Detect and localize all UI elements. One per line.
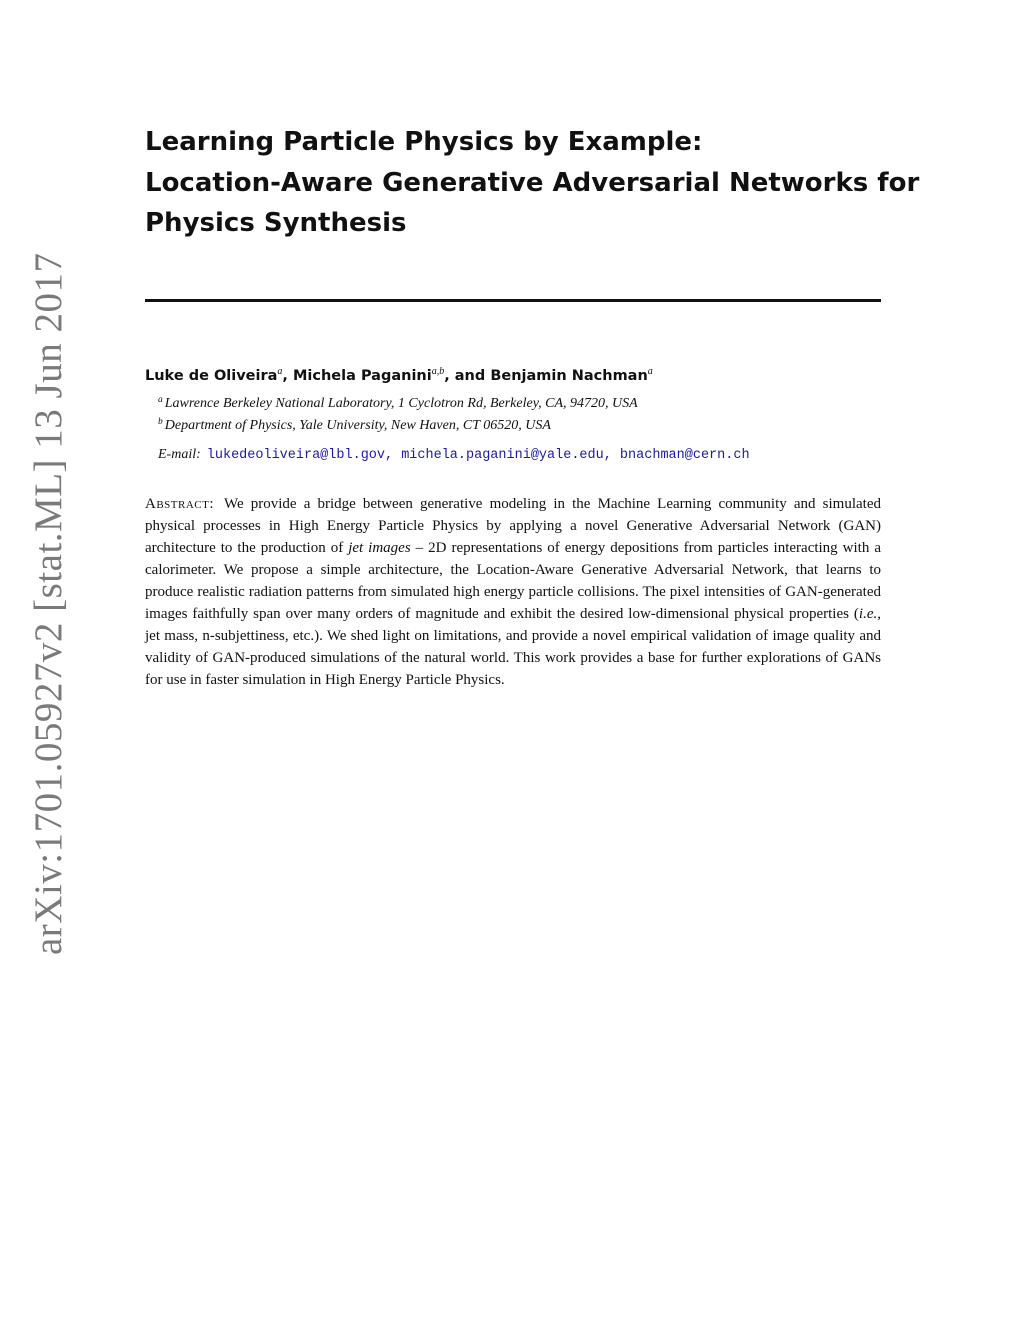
abstract	[145, 493, 881, 691]
affiliation-text: Department of Physics, Yale University, New Haven, CT 06520, USA	[164, 418, 551, 433]
title-line: Learning Particle Physics by Example:	[145, 127, 703, 157]
abstract-text: We provide a bridge between generative modeling in the Machine Learning community and simulated physical processes in High Energy Particle Physics by applying a novel Generative Adversarial Network (GAN) architecture to the production of	[145, 496, 881, 556]
paper-title	[145, 122, 920, 244]
title-line: Location-Aware Generative Adversarial Networks for	[145, 167, 920, 198]
email-addresses[interactable]: lukedeoliveira@lbl.gov, michela.paganini@yale.edu, bnachman@cern.ch	[206, 448, 750, 463]
email-line	[158, 447, 750, 463]
arxiv-identifier-stamp: arXiv:1701.05927v2 [stat.ML] 13 Jun 2017	[27, 252, 70, 955]
abstract-italic: i.e.	[858, 606, 878, 622]
abstract-label: Abstract:	[145, 496, 215, 512]
author-name: Michela Paganini	[292, 368, 432, 384]
affiliation-mark: b	[158, 417, 163, 427]
author-name: Luke de Oliveira	[145, 368, 278, 384]
abstract-text: , jet mass, n-subjettiness, etc.). We shed light on limitations, and provide a novel empirical validation of image quality and validity of GAN-produced simulations of the natural world. This work provides a base for further explorations of GANs for use in faster simulation in High Energy Particle Physics.	[145, 606, 881, 688]
author-affil-mark: a,b	[431, 366, 445, 377]
email-label: E-mail:	[158, 447, 201, 462]
author-name: Benjamin Nachman	[490, 368, 648, 384]
affiliation-mark: a	[158, 395, 163, 405]
affiliation-b	[158, 417, 551, 434]
abstract-italic: jet images	[348, 540, 411, 556]
affiliation-a	[158, 395, 638, 412]
title-line: Physics Synthesis	[145, 208, 407, 238]
author-affil-mark: a	[277, 366, 283, 377]
author-separator: ,	[282, 368, 293, 384]
abstract-text: – 2D representations of energy depositions from particles interacting with a calorimeter. We propose a simple architecture, the Location-Aware Generative Adversarial Network, that learns to produce realistic radiation patterns from simulated high energy particle collisions. The pixel intensities of GAN-generated images faithfully span over many orders of magnitude and exhibit the desired low-dimensional physical properties (	[145, 540, 881, 622]
author-separator: , and	[444, 368, 491, 384]
author-affil-mark: a	[647, 366, 653, 377]
title-divider	[145, 299, 881, 302]
affiliation-text: Lawrence Berkeley National Laboratory, 1 Cyclotron Rd, Berkeley, CA, 94720, USA	[164, 396, 638, 411]
author-list	[145, 366, 653, 384]
